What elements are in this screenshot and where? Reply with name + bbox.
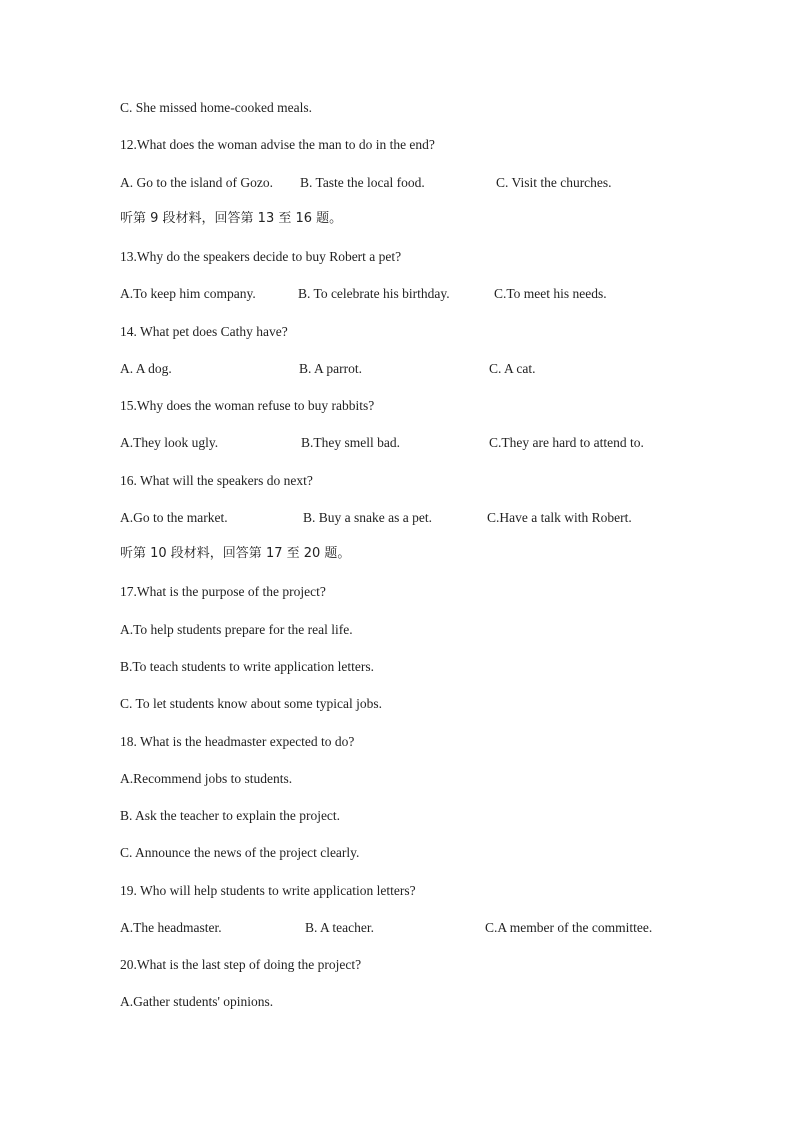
- q16-option-b: B. Buy a snake as a pet.: [303, 510, 432, 525]
- q17-option-b: B.To teach students to write application letters.: [120, 659, 374, 674]
- q11-option-c: C. She missed home-cooked meals.: [120, 100, 312, 115]
- q15-option-c: C.They are hard to attend to.: [489, 435, 644, 450]
- q17-option-a: A.To help students prepare for the real life.: [120, 622, 353, 637]
- q14-option-b: B. A parrot.: [299, 361, 362, 376]
- q13-option-c: C.To meet his needs.: [494, 286, 607, 301]
- q12-question: 12.What does the woman advise the man to do in the end?: [120, 137, 435, 152]
- q17-question: 17.What is the purpose of the project?: [120, 584, 326, 599]
- q20-option-a: A.Gather students' opinions.: [120, 994, 274, 1009]
- q19-option-a: A.The headmaster.: [120, 920, 222, 935]
- q14-option-a: A. A dog.: [120, 361, 172, 376]
- section-10-heading: 听第 10 段材料，回答第 17 至 20 题。: [120, 546, 351, 561]
- q18-option-b: B. Ask the teacher to explain the project.: [120, 808, 341, 823]
- q18-option-a: A.Recommend jobs to students.: [120, 771, 293, 786]
- q15-question: 15.Why does the woman refuse to buy rabbits?: [120, 398, 375, 413]
- q19-option-c: C.A member of the committee.: [485, 920, 653, 935]
- q18-option-c: C. Announce the news of the project clearly.: [120, 845, 360, 860]
- q16-option-c: C.Have a talk with Robert.: [487, 510, 632, 525]
- section-9-heading: 听第 9 段材料，回答第 13 至 16 题。: [120, 211, 343, 226]
- q15-option-b: B.They smell bad.: [301, 435, 400, 450]
- q17-option-c: C. To let students know about some typical jobs.: [120, 696, 383, 711]
- q12-option-c: C. Visit the churches.: [496, 175, 612, 190]
- q14-question: 14. What pet does Cathy have?: [120, 324, 288, 339]
- q20-question: 20.What is the last step of doing the project?: [120, 957, 362, 972]
- q19-question: 19. Who will help students to write application letters?: [120, 883, 416, 898]
- q13-question: 13.Why do the speakers decide to buy Robert a pet?: [120, 249, 402, 264]
- q12-option-b: B. Taste the local food.: [300, 175, 425, 190]
- q15-option-a: A.They look ugly.: [120, 435, 219, 450]
- q12-option-a: A. Go to the island of Gozo.: [120, 175, 273, 190]
- q14-option-c: C. A cat.: [489, 361, 536, 376]
- q19-option-b: B. A teacher.: [305, 920, 374, 935]
- q18-question: 18. What is the headmaster expected to do?: [120, 734, 355, 749]
- q13-option-b: B. To celebrate his birthday.: [298, 286, 450, 301]
- q13-option-a: A.To keep him company.: [120, 286, 256, 301]
- q16-option-a: A.Go to the market.: [120, 510, 228, 525]
- q16-question: 16. What will the speakers do next?: [120, 473, 313, 488]
